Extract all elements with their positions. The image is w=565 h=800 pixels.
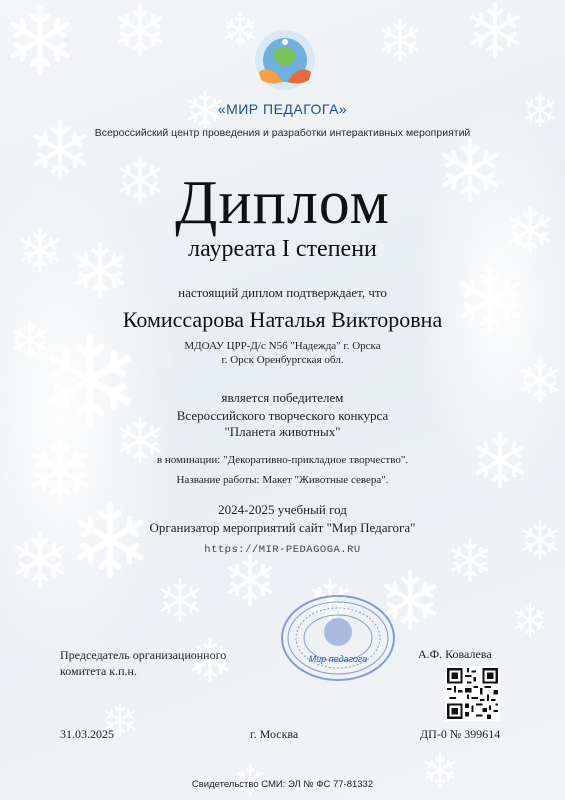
site-url: https://MIR-PEDAGOGA.RU: [204, 544, 361, 556]
media-certificate-footer: Свидетельство СМИ: ЭЛ № ФС 77-81332: [191, 779, 374, 790]
contest-line-2: "Планета животных": [224, 424, 341, 439]
issue-city: г. Москва: [250, 727, 299, 741]
school-year: 2024-2025 учебный год: [218, 502, 347, 517]
contest-line-1: Всероссийского творческого конкурса: [176, 408, 389, 423]
stamp-icon: [278, 592, 398, 684]
recipient-name: Комиссарова Наталья Викторовна: [122, 307, 443, 332]
brand-subtitle: Всероссийский центр проведения и разработки интерактивных мероприятий: [94, 127, 471, 139]
document-number: ДП-0 № 399614: [420, 727, 501, 741]
institution-line-1: МДОАУ ЦРР-Д/с N56 "Надежда" г. Орска: [184, 340, 381, 352]
issue-date: 31.03.2025: [60, 727, 114, 741]
stamp-text: Мир педагога: [308, 654, 368, 664]
work-title-text: Название работы: Макет "Животные севера".: [176, 474, 389, 486]
diploma-degree: лауреата I степени: [188, 236, 377, 262]
diploma-title: Диплом: [175, 169, 390, 237]
nomination-text: в номинации: "Декоративно-прикладное творчество".: [156, 454, 409, 466]
qr-code-icon: [445, 666, 500, 721]
logo-hands-globe-icon: [253, 28, 317, 92]
confirm-text: настоящий диплом подтверждает, что: [178, 285, 387, 300]
organizer-text: Организатор мероприятий сайт "Мир Педагога": [149, 520, 416, 535]
chair-title: [60, 647, 270, 679]
institution-line-2: г. Орск Оренбургская обл.: [221, 354, 344, 366]
chair-line-2: комитета к.п.н.: [60, 664, 137, 678]
signatory-name: А.Ф. Ковалева: [418, 647, 492, 661]
brand-name: «МИР ПЕДАГОГА»: [217, 101, 348, 117]
chair-line-1: Председатель организационного: [60, 648, 227, 662]
winner-text: является победителем: [221, 390, 344, 405]
